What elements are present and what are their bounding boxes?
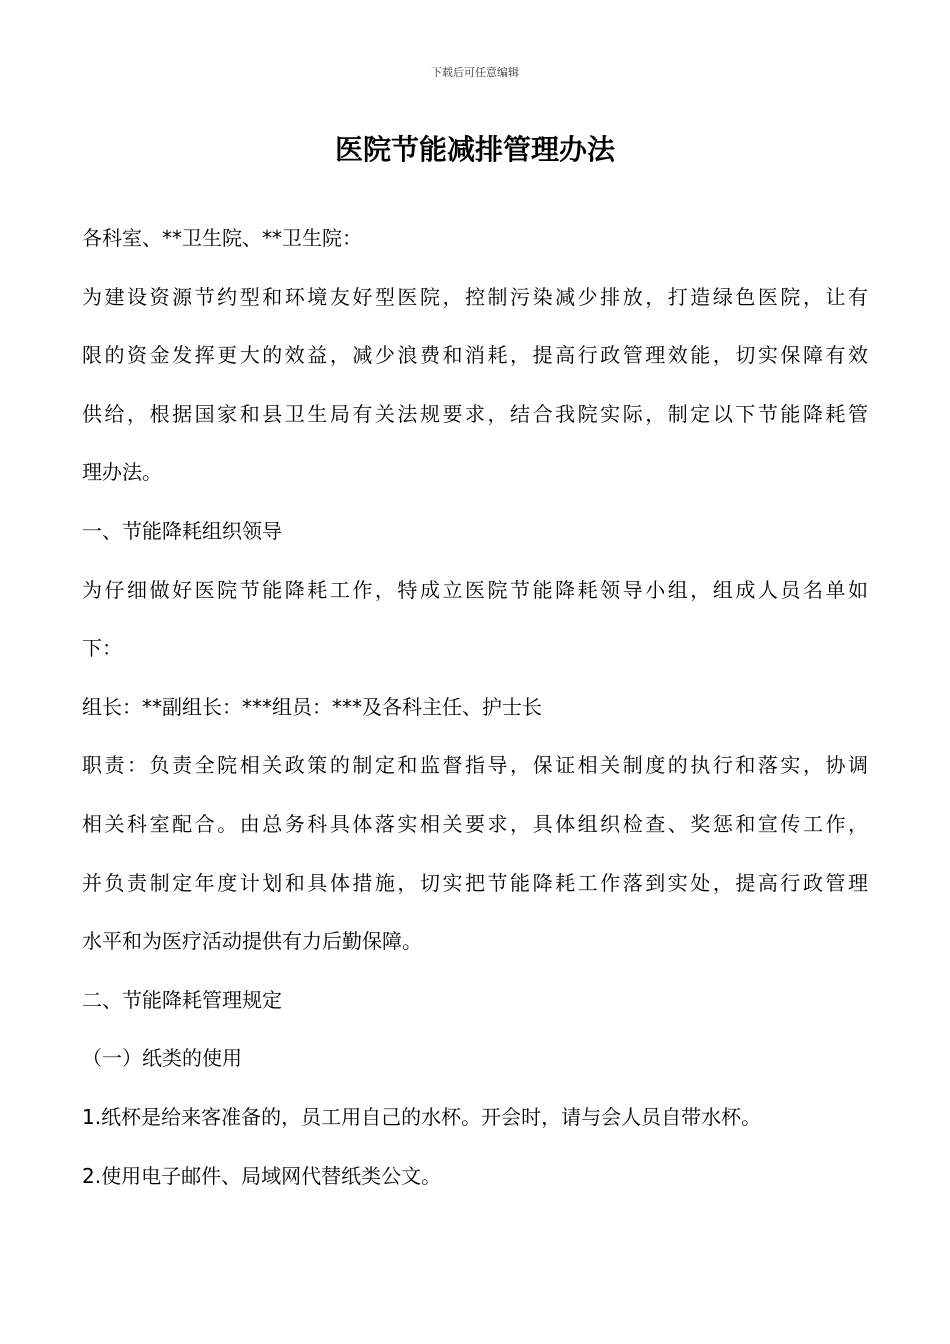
document-body (82, 223, 868, 1219)
body-line: 各科室、**卫生院、**卫生院： (82, 226, 362, 250)
body-line: 水平和为医疗活动提供有力后勤保障。 (82, 929, 422, 954)
section-heading: 二、节能降耗管理规定 (82, 987, 282, 1012)
subsection-heading: （一）纸类的使用 (82, 1046, 242, 1071)
body-line: 组长：**副组长：***组员：***及各科主任、护士长 (82, 694, 542, 719)
body-line: 职责：负责全院相关政策的制定和监督指导，保证相关制度的执行和落实，协调 (82, 753, 868, 778)
body-line: 供给，根据国家和县卫生局有关法规要求，结合我院实际，制定以下节能降耗管 (82, 401, 868, 426)
list-item: 2.使用电子邮件、局域网代替纸类公文。 (82, 1163, 442, 1188)
body-line: 下： (82, 636, 122, 661)
body-line: 相关科室配合。由总务科具体落实相关要求，具体组织检查、奖惩和宣传工作， (82, 811, 868, 836)
document-title: 医院节能减排管理办法 (334, 133, 615, 166)
body-line: 为建设资源节约型和环境友好型医院，控制污染减少排放，打造绿色医院，让有 (82, 284, 868, 309)
body-line: 并负责制定年度计划和具体措施，切实把节能降耗工作落到实处，提高行政管理 (82, 870, 868, 895)
list-item: 1.纸杯是给来客准备的，员工用自己的水杯。开会时，请与会人员自带水杯。 (82, 1104, 762, 1129)
body-line: 限的资金发挥更大的效益，减少浪费和消耗，提高行政管理效能，切实保障有效 (82, 343, 868, 368)
page-header: 下载后可任意编辑 (431, 66, 519, 79)
body-line: 理办法。 (82, 460, 162, 485)
body-line: 为仔细做好医院节能降耗工作，特成立医院节能降耗领导小组，组成人员名单如 (82, 577, 868, 602)
section-heading: 一、节能降耗组织领导 (82, 518, 282, 543)
